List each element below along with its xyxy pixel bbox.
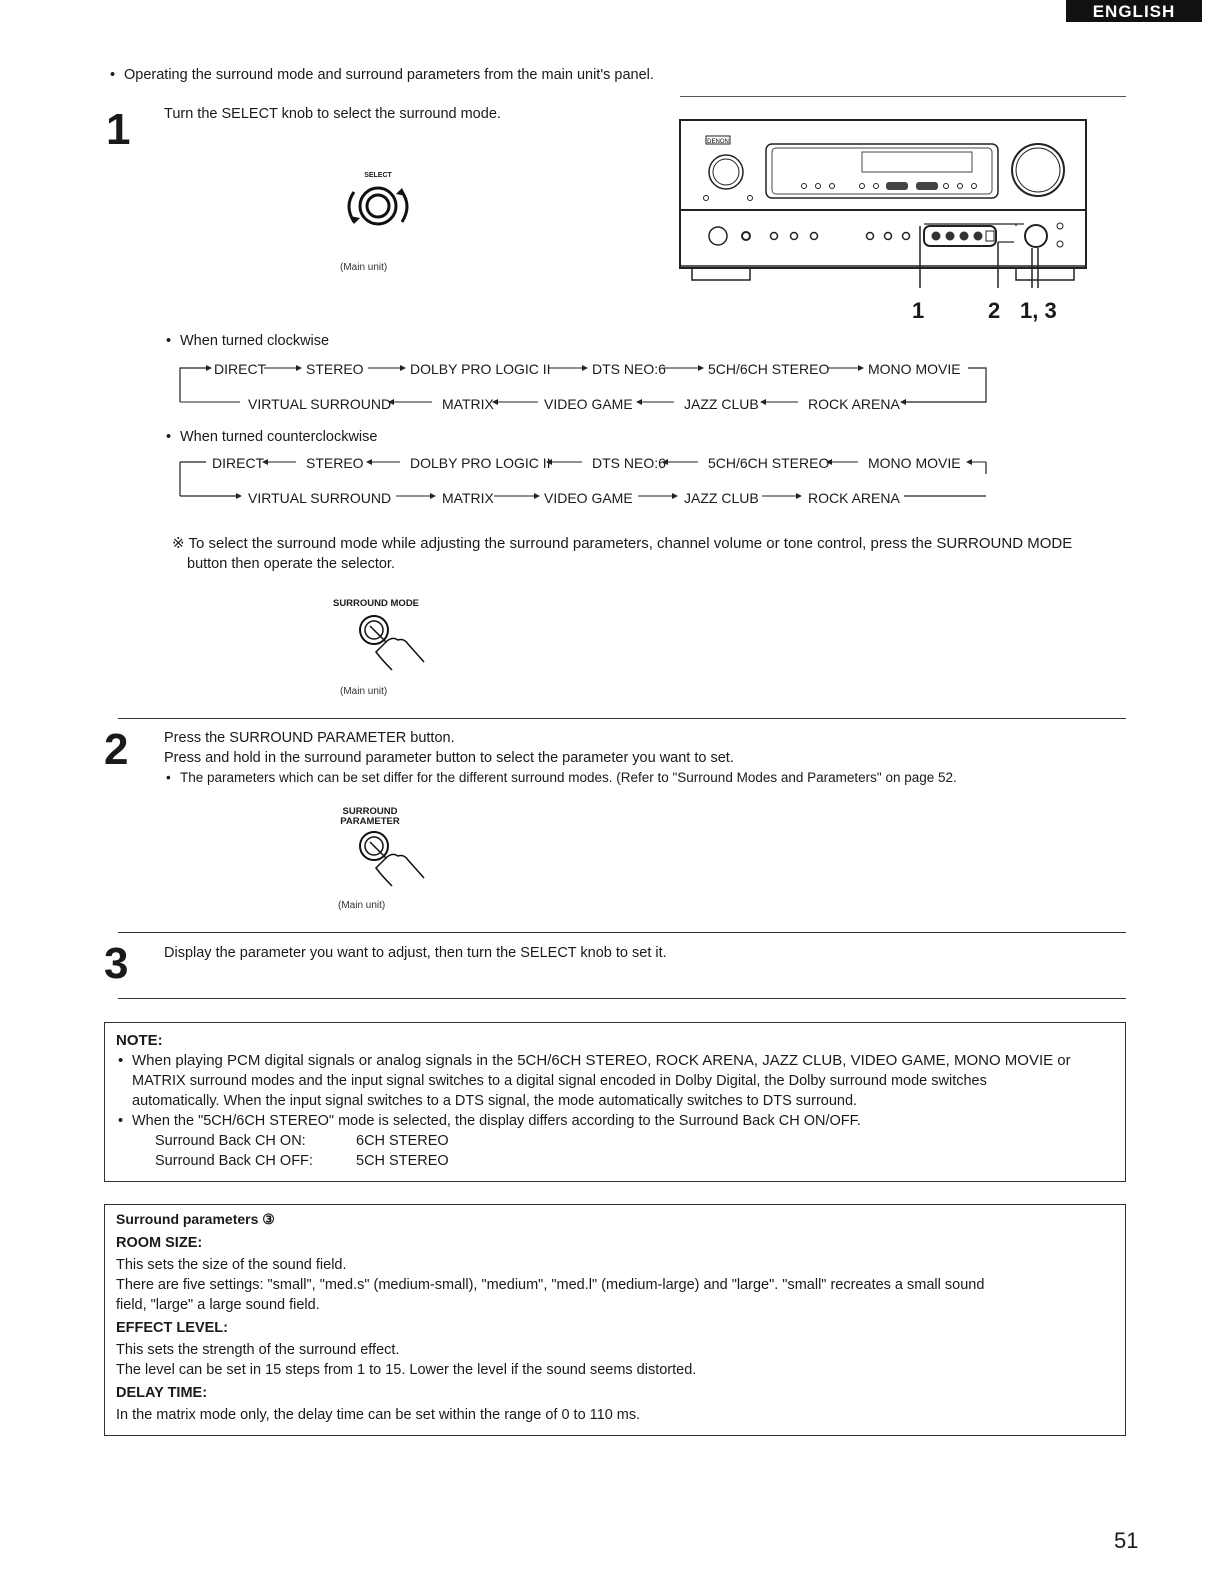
surround-mode-note-line-1: ※ To select the surround mode while adjusting the surround parameters, channel volume or tone control, press the SURROUND MODE xyxy=(172,535,1073,552)
ccw-mode-dts-neo6: DTS NEO:6 xyxy=(592,455,666,471)
surround-parameter-button-label-1: SURROUND xyxy=(342,806,398,817)
surround-mode-button-label: SURROUND MODE xyxy=(332,598,420,609)
select-knob-icon xyxy=(340,180,416,230)
note-row-2-value: 5CH STEREO xyxy=(356,1153,449,1169)
step-2-bullet: • The parameters which can be set differ for the different surround modes. (Refer to "Surround Modes and Parameters" on page 52. xyxy=(180,768,957,787)
cw-mode-dts-neo6: DTS NEO:6 xyxy=(592,361,666,377)
step-2-line-1: Press the SURROUND PARAMETER button. xyxy=(164,730,455,746)
note-bullet-1-line-3: automatically. When the input signal switches to a DTS signal, the mode automatically switches to DTS surround. xyxy=(132,1093,858,1109)
counterclockwise-heading: • When turned counterclockwise xyxy=(180,427,377,447)
step-3-number: 3 xyxy=(104,939,129,988)
panel-callout-1-3: 1, 3 xyxy=(1020,298,1057,323)
room-size-title: ROOM SIZE: xyxy=(116,1235,203,1251)
step-1-text: Turn the SELECT knob to select the surround mode. xyxy=(164,106,501,122)
surround-parameters-box xyxy=(104,1204,1126,1436)
ccw-mode-virtual-surround: VIRTUAL SURROUND xyxy=(248,490,392,506)
surround-mode-caption: (Main unit) xyxy=(340,686,388,697)
panel-callout-1: 1 xyxy=(912,298,925,323)
cw-mode-dolby-pro-logic-ii: DOLBY PRO LOGIC II xyxy=(410,361,551,377)
cw-mode-video-game: VIDEO GAME xyxy=(544,396,633,412)
step-3-rule xyxy=(118,932,1126,933)
note-title: NOTE: xyxy=(116,1032,163,1049)
effect-level-title: EFFECT LEVEL: xyxy=(116,1320,228,1336)
ccw-mode-jazz-club: JAZZ CLUB xyxy=(684,490,759,506)
page-number: 51 xyxy=(1114,1528,1139,1553)
surround-parameter-button-label-2: PARAMETER xyxy=(340,816,400,827)
step-2-rule xyxy=(118,718,1126,719)
effect-level-line-1: This sets the strength of the surround effect. xyxy=(116,1342,400,1358)
language-tab: ENGLISH xyxy=(1066,0,1202,22)
step-2-number: 2 xyxy=(104,725,129,774)
ccw-mode-stereo: STEREO xyxy=(306,455,364,471)
room-size-line-2: There are five settings: "small", "med.s" (medium-small), "medium", "med.l" (medium-large) and "large". "small" recreates a small sound xyxy=(116,1277,985,1293)
step-1-top-rule xyxy=(680,96,1126,97)
effect-level-line-2: The level can be set in 15 steps from 1 to 15. Lower the level if the sound seems distorted. xyxy=(116,1362,697,1378)
receiver-front-panel-diagram xyxy=(676,116,1096,288)
note-row-1-value: 6CH STEREO xyxy=(356,1133,449,1149)
ccw-mode-video-game: VIDEO GAME xyxy=(544,490,633,506)
note-row-2-label: Surround Back CH OFF: xyxy=(155,1153,313,1169)
cw-mode-mono-movie: MONO MOVIE xyxy=(868,361,961,377)
cw-mode-matrix: MATRIX xyxy=(442,396,494,412)
note-bullet-2: • When the "5CH/6CH STEREO" mode is selected, the display differs according to the Surround Back CH ON/OFF. xyxy=(132,1111,861,1132)
delay-time-line-1: In the matrix mode only, the delay time can be set within the range of 0 to 110 ms. xyxy=(116,1407,641,1423)
surround-parameters-title: Surround parameters ③ xyxy=(116,1211,275,1227)
ccw-mode-matrix: MATRIX xyxy=(442,490,494,506)
step-2-line-2: Press and hold in the surround parameter button to select the parameter you want to set. xyxy=(164,750,734,766)
step-3-text: Display the parameter you want to adjust, then turn the SELECT knob to set it. xyxy=(164,945,667,961)
surround-mode-note-line-2: button then operate the selector. xyxy=(187,556,395,572)
step-3-bottom-rule xyxy=(118,998,1126,999)
cw-mode-5ch6ch-stereo: 5CH/6CH STEREO xyxy=(708,361,830,377)
select-knob-caption: (Main unit) xyxy=(340,262,388,273)
cw-mode-jazz-club: JAZZ CLUB xyxy=(684,396,759,412)
ccw-mode-mono-movie: MONO MOVIE xyxy=(868,455,961,471)
panel-callout-2: 2 xyxy=(988,298,1001,323)
note-bullet-1-line-1: • When playing PCM digital signals or analog signals in the 5CH/6CH STEREO, ROCK ARENA, JAZZ CLUB, VIDEO GAME, MONO MOVIE or xyxy=(132,1051,1071,1072)
surround-parameter-caption: (Main unit) xyxy=(338,900,386,911)
delay-time-title: DELAY TIME: xyxy=(116,1385,208,1401)
room-size-line-3: field, "large" a large sound field. xyxy=(116,1297,320,1313)
cw-mode-direct: DIRECT xyxy=(214,361,267,377)
brand-logo: DENON xyxy=(707,139,729,145)
surround-parameter-button-icon xyxy=(346,826,432,888)
ccw-mode-rock-arena: ROCK ARENA xyxy=(808,490,900,506)
intro-text: • Operating the surround mode and surround parameters from the main unit's panel. xyxy=(124,65,654,85)
room-size-line-1: This sets the size of the sound field. xyxy=(116,1257,347,1273)
surround-mode-button-icon xyxy=(346,610,432,672)
clockwise-heading: • When turned clockwise xyxy=(180,331,329,351)
cw-mode-rock-arena: ROCK ARENA xyxy=(808,396,900,412)
note-bullet-1-line-2: MATRIX surround modes and the input signal switches to a digital signal encoded in Dolby Digital, the Dolby surround mode switches xyxy=(132,1073,987,1089)
ccw-mode-5ch6ch-stereo: 5CH/6CH STEREO xyxy=(708,455,830,471)
ccw-mode-direct: DIRECT xyxy=(212,455,265,471)
cw-mode-virtual-surround: VIRTUAL SURROUND xyxy=(248,396,392,412)
note-row-1-label: Surround Back CH ON: xyxy=(155,1133,306,1149)
select-knob-label: SELECT xyxy=(364,172,392,179)
cw-mode-stereo: STEREO xyxy=(306,361,364,377)
ccw-mode-dolby-pro-logic-ii: DOLBY PRO LOGIC II xyxy=(410,455,551,471)
step-1-number: 1 xyxy=(106,105,131,154)
